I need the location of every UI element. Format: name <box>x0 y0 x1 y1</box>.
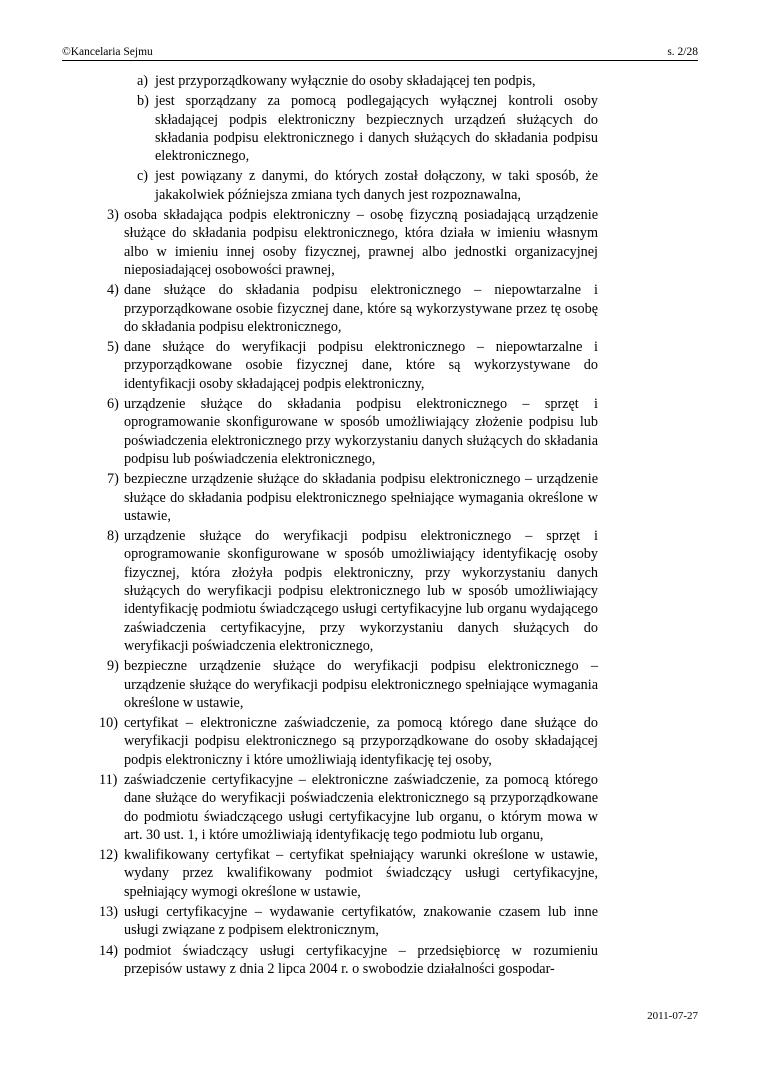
list-item <box>99 470 598 525</box>
list-item <box>99 395 598 468</box>
item-label: 11) <box>99 771 118 788</box>
header-publisher: ©Kancelaria Sejmu <box>62 46 153 58</box>
page-header <box>62 46 698 61</box>
item-label: 4) <box>107 282 119 299</box>
item-label: 5) <box>107 339 119 356</box>
item-text: bezpieczne urządzenie służące do weryfikacji podpisu elektronicznego – urządzenie służące do weryfikacji podpisu elektronicznego spełniające wymagania określone w ustawie, <box>124 658 598 711</box>
page-number: s. 2/28 <box>667 46 698 58</box>
item-text: podmiot świadczący usługi certyfikacyjne – przedsiębiorcę w rozumieniu przepisów ustawy z dnia 2 lipca 2004 r. o swobodzie działalności gospodar- <box>124 942 598 977</box>
list-item <box>99 72 598 90</box>
item-label: 12) <box>99 847 118 864</box>
item-text: urządzenie służące do składania podpisu elektronicznego – sprzęt i oprogramowanie skonfigurowane w sposób umożliwiający złożenie podpisu lub poświadczenia elektronicznego przy wykorzystaniu danych służących do składania podpisu lub poświadczenia elektronicznego, <box>124 396 598 467</box>
item-text: jest przyporządkowany wyłącznie do osoby składającej ten podpis, <box>155 73 536 89</box>
item-text: dane służące do składania podpisu elektronicznego – niepowtarzalne i przyporządkowane osobie fizycznej dane, które są wykorzystywane przez tę osobę do składania podpisu elektronicznego, <box>124 282 598 335</box>
list-item <box>99 92 598 165</box>
list-item <box>99 942 598 979</box>
item-label: 7) <box>107 471 119 488</box>
item-text: dane służące do weryfikacji podpisu elektronicznego – niepowtarzalne i przyporządkowane osobie fizycznej dane, które są wykorzystywane do identyfikacji osoby składającej podpis elektroniczny, <box>124 339 598 392</box>
document-body <box>99 72 598 980</box>
list-item <box>99 338 598 393</box>
item-text: kwalifikowany certyfikat – certyfikat spełniający warunki określone w ustawie, wydany przez kwalifikowany podmiot świadczący usługi certyfikacyjne, spełniający wymogi określone w ustawie, <box>124 847 598 900</box>
list-item <box>99 527 598 655</box>
item-label: c) <box>137 168 149 185</box>
item-text: bezpieczne urządzenie służące do składania podpisu elektronicznego – urządzenie służące do składania podpisu elektronicznego spełniające wymagania określone w ustawie, <box>124 471 598 524</box>
item-text: usługi certyfikacyjne – wydawanie certyfikatów, znakowanie czasem lub inne usługi związane z podpisem elektronicznym, <box>124 904 598 939</box>
list-item <box>99 846 598 901</box>
list-item <box>99 903 598 940</box>
item-label: 13) <box>99 904 118 921</box>
item-label: 6) <box>107 396 119 413</box>
list-item <box>99 771 598 844</box>
list-item <box>99 714 598 769</box>
item-text: jest sporządzany za pomocą podlegających wyłącznej kontroli osoby składającej podpis elektroniczny bezpiecznych urządzeń służących do składania podpisu elektronicznego i danych służących do składania podpisu elektronicznego, <box>155 93 598 165</box>
footer-date: 2011-07-27 <box>647 1010 698 1022</box>
list-item <box>99 657 598 712</box>
list-item <box>99 206 598 279</box>
item-label: 3) <box>107 207 119 224</box>
item-label: 14) <box>99 942 118 959</box>
item-label: 8) <box>107 528 119 545</box>
list-item <box>99 281 598 336</box>
item-text: urządzenie służące do weryfikacji podpisu elektronicznego – sprzęt i oprogramowanie skonfigurowane w sposób umożliwiający identyfikację osoby fizycznej, która złożyła podpis elektroniczny, przy wykorzystaniu danych służących do weryfikacji podpisu elektronicznego lub w sposób umożliwiający identyfikację podmiotu świadczącego usługi certyfikacyjne lub organu wydającego zaświadczenia certyfikacyjne, przy wykorzystaniu danych służących do weryfikacji poświadczenia elektronicznego, <box>124 528 598 654</box>
item-label: 9) <box>107 658 119 675</box>
item-label: 10) <box>99 715 118 732</box>
list-item <box>99 167 598 204</box>
item-text: osoba składająca podpis elektroniczny – osobę fizyczną posiadającą urządzenie służące do składania podpisu elektronicznego, która działa w imieniu własnym albo w imieniu innej osoby fizycznej, prawnej albo jednostki organizacyjnej nieposiadającej osobowości prawnej, <box>124 207 598 278</box>
item-label: b) <box>137 93 149 110</box>
item-text: certyfikat – elektroniczne zaświadczenie, za pomocą którego dane służące do weryfikacji podpisu elektronicznego są przyporządkowane do osoby składającej podpis elektroniczny i które umożliwiają identyfikację tej osoby, <box>124 715 598 768</box>
item-label: a) <box>137 73 149 89</box>
item-text: jest powiązany z danymi, do których został dołączony, w taki sposób, że jakakolwiek późniejsza zmiana tych danych jest rozpoznawalna, <box>155 168 598 203</box>
item-text: zaświadczenie certyfikacyjne – elektroniczne zaświadczenie, za pomocą którego dane służące do weryfikacji poświadczenia elektronicznego są przyporządkowane do podmiotu świadczącego usługi certyfikacyjne lub organu, o którym mowa w art. 30 ust. 1, i które umożliwiają identyfikację tego podmiotu lub organu, <box>124 771 598 843</box>
